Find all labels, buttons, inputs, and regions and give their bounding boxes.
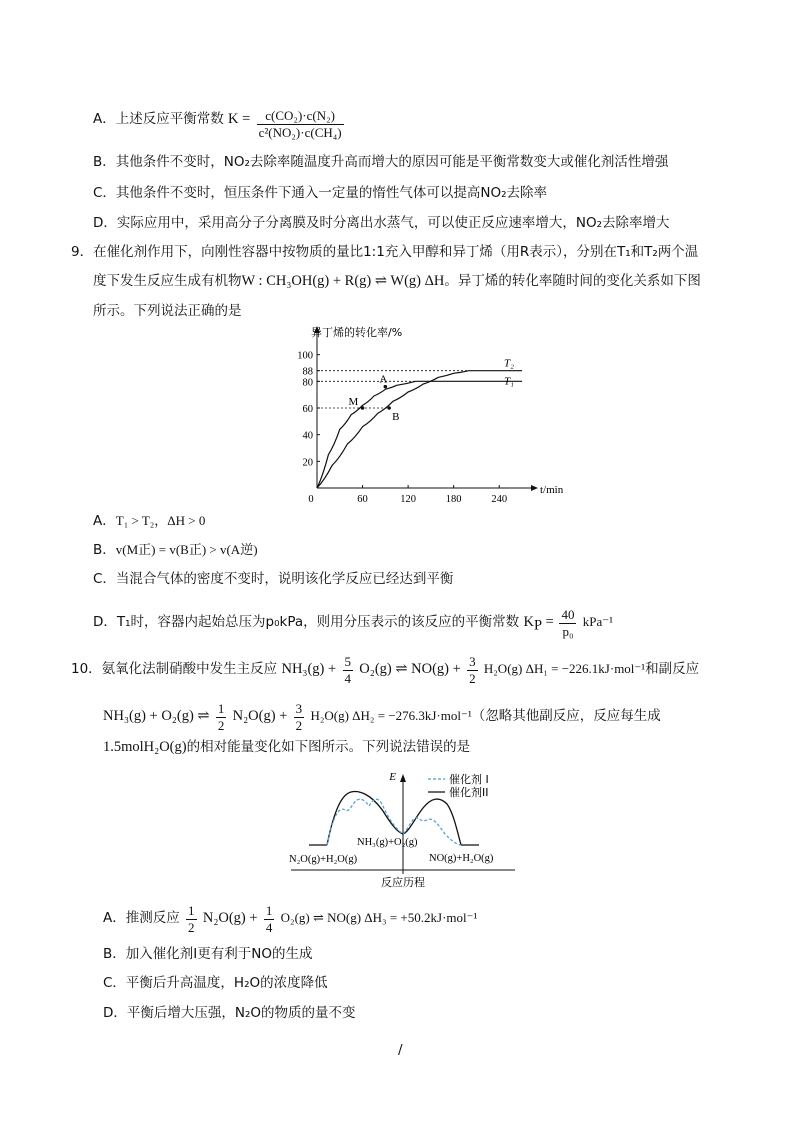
point-b bbox=[387, 406, 391, 410]
q8-option-c: C．其他条件不变时，恒压条件下通入一定量的惰性气体可以提高NO₂去除率 bbox=[93, 185, 548, 201]
point-label-b: B bbox=[392, 411, 400, 423]
y-tick-label: 88 bbox=[302, 366, 313, 378]
x-tick-label: 0 bbox=[308, 494, 314, 505]
q10-option-c: C．平衡后升高温度，H₂O的浓度降低 bbox=[103, 975, 328, 991]
conversion-rate-chart bbox=[285, 322, 564, 505]
q9-option-d: D．T₁时，容器内起始总压为p₀kPa，则用分压表示的该反应的平衡常数 $K_P$ = $\frac{40}{\text{p₀}}$ kPa⁻¹ bbox=[93, 607, 614, 639]
x-axis-arrow bbox=[531, 485, 538, 491]
q10-option-a: A．推测反应 $\frac{1}{2}$ N₂O(g) + $\frac{1}{4}$ O₂(g) ⇌ NO(g) ΔH₃ = +50.2kJ·mol⁻¹ bbox=[103, 903, 478, 935]
right-species-label: NO(g)+H₂O(g) bbox=[429, 853, 494, 864]
series-label: T₂ bbox=[504, 357, 514, 370]
q9-option-b: B．v(M正) = v(B正) > v(A逆) bbox=[93, 542, 258, 558]
x-tick-label: 180 bbox=[445, 494, 462, 505]
y-axis-label: 异丁烯的转化率/% bbox=[311, 326, 403, 339]
y-tick-label: 40 bbox=[302, 430, 313, 442]
series-label: T₁ bbox=[504, 375, 514, 388]
diagram-y-arrow bbox=[400, 774, 406, 782]
point-m bbox=[361, 406, 365, 410]
q9-option-c: C．当混合气体的密度不变时，说明该化学反应已经达到平衡 bbox=[93, 571, 454, 587]
center-species-label: NH₃(g)+O₂(g) bbox=[357, 837, 418, 848]
q8-option-d: D．实际应用中，采用高分子分离膜及时分离出水蒸气，可以使正反应速率增大，NO₂去除率增大 bbox=[93, 215, 670, 231]
point-label-a: A bbox=[379, 373, 388, 386]
left-species-label: N₂O(g)+H₂O(g) bbox=[289, 854, 358, 865]
y-tick-label: 60 bbox=[302, 404, 313, 415]
q8-option-a: A．上述反应平衡常数 K = $\frac{\text{c(CO₂)·c(N₂)}}{\text{c²(NO₂)·c(CH₄)}}$ bbox=[93, 108, 342, 140]
legend-catalyst-1: 催化剂 I bbox=[449, 773, 489, 786]
q10-stem-line2: NH₃(g) + O₂(g) ⇌ $\frac{1}{2}$ N₂O(g) + $\frac{3}{2}$ H₂O(g) ΔH₂ = −276.3kJ·mol⁻¹（忽略其他副反应，反应每生成 bbox=[103, 701, 661, 733]
diagram-xlabel: 反应历程 bbox=[381, 876, 425, 889]
x-tick-label: 60 bbox=[357, 494, 368, 505]
q10-stem-line1: 10．氨氧化法制硝酸中发生主反应 NH₃(g) + $\frac{5}{4}$ O₂(g) ⇌ NO(g) + $\frac{3}{2}$ H₂O(g) ΔH₁ = −226.1kJ·mol⁻¹和副反应 bbox=[71, 654, 700, 686]
legend-catalyst-2: 催化剂II bbox=[449, 786, 489, 799]
series-line-t2 bbox=[317, 371, 522, 488]
x-tick-label: 120 bbox=[400, 494, 416, 505]
q9-stem-line1: 9．在催化剂作用下，向刚性容器中按物质的量比1:1充入甲醇和异丁烯（用R表示），分别在T₁和T₂两个温 bbox=[71, 244, 699, 260]
page-mark: / bbox=[398, 1042, 403, 1058]
q10-option-d: D．平衡后增大压强，N₂O的物质的量不变 bbox=[103, 1005, 356, 1021]
x-axis-label: t/min bbox=[540, 484, 564, 496]
q9-stem-line3: 所示。下列说法正确的是 bbox=[93, 303, 242, 319]
y-tick-label: 80 bbox=[302, 377, 313, 389]
q10-stem-line3: 1.5molH₂O(g)的相对能量变化如下图所示。下列说法错误的是 bbox=[103, 739, 471, 755]
point-label-m: M bbox=[348, 396, 359, 408]
y-tick-label: 20 bbox=[302, 457, 313, 469]
q8-k-fraction: $\frac{\text{c(CO₂)·c(N₂)}}{\text{c²(NO₂)·c(CH₄)}}$ bbox=[258, 108, 342, 140]
q8-option-b: B．其他条件不变时，NO₂去除率随温度升高而增大的原因可能是平衡常数变大或催化剂活性增强 bbox=[93, 154, 669, 170]
energy-profile-diagram bbox=[283, 766, 523, 892]
diagram-ylabel: E bbox=[389, 771, 396, 783]
q9-stem-line2: 度下发生反应生成有机物W : CH₃OH(g) + R(g) ⇌ W(g) ΔH。异丁烯的转化率随时间的变化关系如下图 bbox=[93, 273, 701, 289]
y-tick-label: 100 bbox=[297, 350, 313, 362]
x-tick-label: 240 bbox=[491, 494, 508, 505]
q10-option-b: B．加入催化剂Ⅰ更有利于NO的生成 bbox=[103, 946, 313, 962]
q9-kp-fraction: $\frac{40}{\text{p₀}}$ bbox=[561, 607, 575, 639]
q9-option-a: A．T₁ > T₂，ΔH > 0 bbox=[93, 513, 206, 529]
